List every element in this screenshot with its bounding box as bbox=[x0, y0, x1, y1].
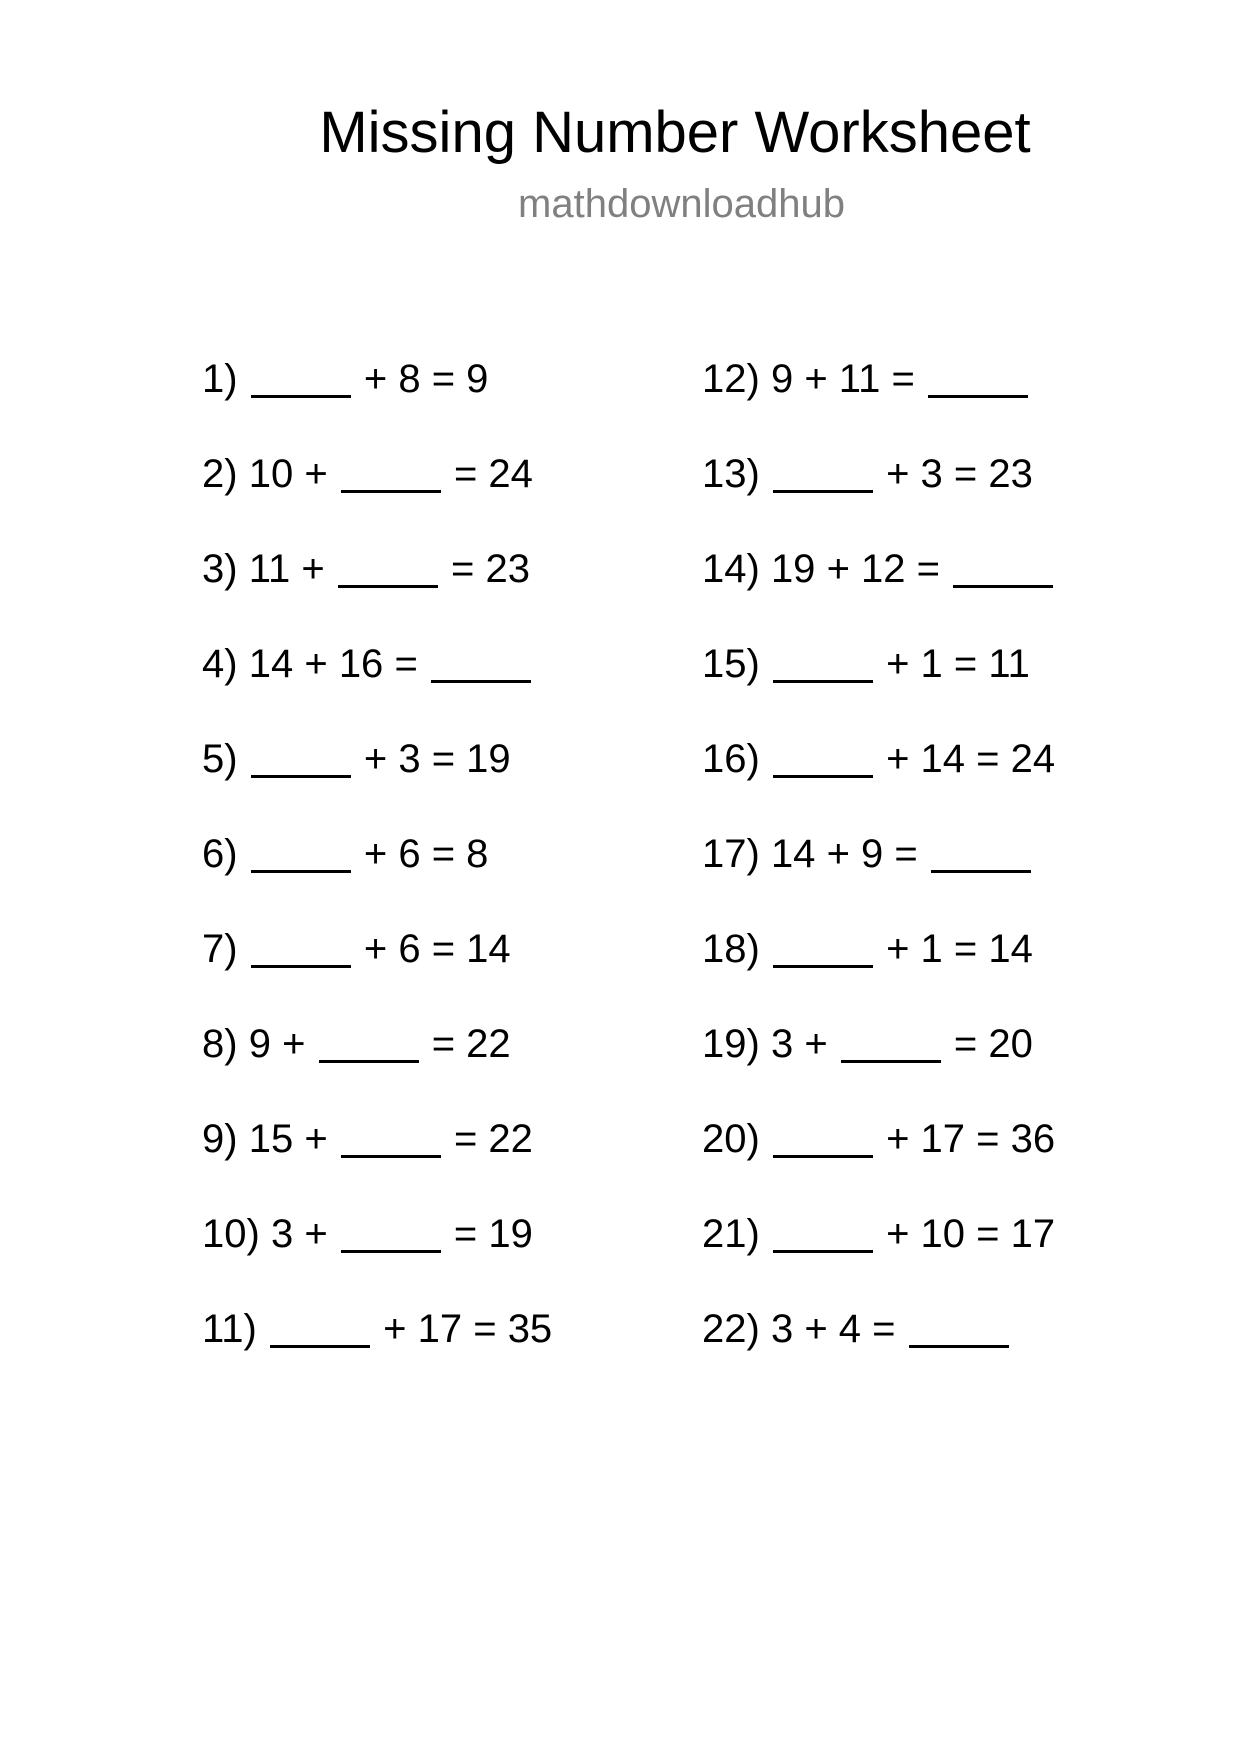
equals-sign: = bbox=[431, 1022, 456, 1066]
problem-item bbox=[202, 356, 488, 402]
sum-result: 17 bbox=[1010, 1212, 1056, 1256]
answer-blank[interactable] bbox=[251, 773, 351, 778]
equals-sign: = bbox=[953, 927, 978, 971]
sum-result: 11 bbox=[988, 642, 1030, 686]
problem-number: 17) bbox=[702, 832, 760, 876]
problem-number: 20) bbox=[702, 1117, 760, 1161]
problem-number: 22) bbox=[702, 1307, 760, 1351]
second-addend: 17 bbox=[920, 1117, 966, 1161]
second-addend: 12 bbox=[861, 547, 906, 591]
answer-blank[interactable] bbox=[251, 393, 351, 398]
equals-sign: = bbox=[976, 1117, 1000, 1161]
plus-sign: + bbox=[304, 1117, 328, 1161]
plus-sign: + bbox=[804, 1022, 828, 1066]
problem-item bbox=[202, 641, 533, 687]
worksheet-subtitle: mathdownloadhub bbox=[518, 182, 845, 226]
plus-sign: + bbox=[886, 927, 910, 971]
plus-sign: + bbox=[886, 737, 910, 781]
equals-sign: = bbox=[891, 357, 915, 401]
problem-number: 8) bbox=[202, 1022, 238, 1066]
equals-sign: = bbox=[453, 452, 478, 496]
sum-result: 20 bbox=[988, 1022, 1033, 1066]
plus-sign: + bbox=[304, 1212, 328, 1256]
second-addend: 6 bbox=[398, 927, 421, 971]
problem-number: 14) bbox=[702, 547, 760, 591]
sum-result: 23 bbox=[988, 452, 1033, 496]
second-addend: 17 bbox=[417, 1307, 463, 1351]
equals-sign: = bbox=[916, 547, 941, 591]
equals-sign: = bbox=[431, 927, 456, 971]
problem-item bbox=[202, 736, 511, 782]
answer-blank[interactable] bbox=[341, 1153, 441, 1158]
problem-number: 19) bbox=[702, 1022, 760, 1066]
problem-item bbox=[702, 641, 1030, 687]
first-addend: 3 bbox=[770, 1022, 794, 1066]
problem-number: 16) bbox=[702, 737, 760, 781]
problem-number: 10) bbox=[202, 1212, 260, 1256]
first-addend: 10 bbox=[248, 452, 294, 496]
problem-item bbox=[702, 736, 1055, 782]
plus-sign: + bbox=[301, 547, 325, 591]
problem-number: 7) bbox=[202, 927, 238, 971]
problem-number: 18) bbox=[702, 927, 760, 971]
sum-result: 35 bbox=[507, 1307, 553, 1351]
answer-blank[interactable] bbox=[341, 488, 441, 493]
problem-item bbox=[202, 831, 488, 877]
problem-number: 9) bbox=[202, 1117, 238, 1161]
problem-item bbox=[202, 1306, 552, 1352]
answer-blank[interactable] bbox=[773, 1248, 873, 1253]
second-addend: 16 bbox=[338, 642, 384, 686]
plus-sign: + bbox=[363, 927, 388, 971]
equals-sign: = bbox=[953, 452, 978, 496]
first-addend: 14 bbox=[248, 642, 294, 686]
second-addend: 3 bbox=[920, 452, 943, 496]
sum-result: 9 bbox=[466, 357, 489, 401]
sum-result: 24 bbox=[1010, 737, 1056, 781]
problem-item bbox=[702, 1306, 1011, 1352]
worksheet-title: Missing Number Worksheet bbox=[319, 100, 1031, 165]
problem-item bbox=[702, 546, 1055, 592]
sum-result: 22 bbox=[488, 1117, 533, 1161]
first-addend: 9 bbox=[248, 1022, 271, 1066]
plus-sign: + bbox=[304, 452, 328, 496]
answer-blank[interactable] bbox=[909, 1343, 1009, 1348]
sum-result: 23 bbox=[485, 547, 530, 591]
first-addend: 15 bbox=[248, 1117, 294, 1161]
sum-result: 14 bbox=[988, 927, 1033, 971]
plus-sign: + bbox=[886, 642, 910, 686]
second-addend: 3 bbox=[398, 737, 421, 781]
second-addend: 6 bbox=[398, 832, 421, 876]
sum-result: 19 bbox=[488, 1212, 533, 1256]
answer-blank[interactable] bbox=[773, 773, 873, 778]
sum-result: 24 bbox=[488, 452, 533, 496]
sum-result: 14 bbox=[466, 927, 511, 971]
plus-sign: + bbox=[886, 1212, 910, 1256]
sum-result: 36 bbox=[1010, 1117, 1056, 1161]
second-addend: 9 bbox=[861, 832, 884, 876]
problem-number: 11) bbox=[202, 1307, 257, 1351]
answer-blank[interactable] bbox=[841, 1058, 941, 1063]
plus-sign: + bbox=[304, 642, 328, 686]
sum-result: 19 bbox=[466, 737, 511, 781]
answer-blank[interactable] bbox=[270, 1343, 370, 1348]
equals-sign: = bbox=[453, 1117, 478, 1161]
answer-blank[interactable] bbox=[773, 488, 873, 493]
equals-sign: = bbox=[431, 737, 456, 781]
sum-result: 22 bbox=[466, 1022, 511, 1066]
problem-item bbox=[702, 926, 1033, 972]
problem-item bbox=[202, 1021, 511, 1067]
second-addend: 10 bbox=[920, 1212, 966, 1256]
equals-sign: = bbox=[473, 1307, 497, 1351]
problem-item bbox=[702, 356, 1030, 402]
equals-sign: = bbox=[953, 642, 978, 686]
problem-number: 5) bbox=[202, 737, 238, 781]
problem-item bbox=[702, 1116, 1055, 1162]
problem-item bbox=[702, 1211, 1055, 1257]
second-addend: 14 bbox=[920, 737, 966, 781]
equals-sign: = bbox=[453, 1212, 478, 1256]
plus-sign: + bbox=[804, 1307, 828, 1351]
equals-sign: = bbox=[450, 547, 475, 591]
plus-sign: + bbox=[383, 1307, 407, 1351]
problem-item bbox=[202, 1211, 533, 1257]
equals-sign: = bbox=[431, 357, 456, 401]
problem-item bbox=[202, 451, 533, 497]
first-addend: 19 bbox=[770, 547, 816, 591]
first-addend: 11 bbox=[248, 547, 291, 591]
problem-number: 21) bbox=[702, 1212, 760, 1256]
problem-item bbox=[702, 1021, 1033, 1067]
answer-blank[interactable] bbox=[931, 868, 1031, 873]
plus-sign: + bbox=[826, 832, 850, 876]
problem-item bbox=[702, 831, 1033, 877]
plus-sign: + bbox=[363, 737, 388, 781]
plus-sign: + bbox=[363, 832, 388, 876]
equals-sign: = bbox=[431, 832, 456, 876]
second-addend: 1 bbox=[920, 927, 943, 971]
equals-sign: = bbox=[894, 832, 918, 876]
answer-blank[interactable] bbox=[338, 583, 438, 588]
second-addend: 4 bbox=[838, 1307, 862, 1351]
plus-sign: + bbox=[282, 1022, 306, 1066]
problem-number: 4) bbox=[202, 642, 238, 686]
second-addend: 1 bbox=[920, 642, 943, 686]
first-addend: 3 bbox=[770, 1307, 794, 1351]
equals-sign: = bbox=[976, 1212, 1000, 1256]
plus-sign: + bbox=[886, 1117, 910, 1161]
problem-number: 13) bbox=[702, 452, 760, 496]
problem-item bbox=[202, 1116, 533, 1162]
problem-number: 6) bbox=[202, 832, 238, 876]
problem-number: 1) bbox=[202, 357, 238, 401]
answer-blank[interactable] bbox=[319, 1058, 419, 1063]
sum-result: 8 bbox=[466, 832, 489, 876]
first-addend: 3 bbox=[270, 1212, 294, 1256]
plus-sign: + bbox=[886, 452, 910, 496]
problem-number: 2) bbox=[202, 452, 238, 496]
equals-sign: = bbox=[976, 737, 1000, 781]
plus-sign: + bbox=[826, 547, 850, 591]
plus-sign: + bbox=[804, 357, 828, 401]
second-addend: 11 bbox=[838, 357, 881, 401]
problem-number: 3) bbox=[202, 547, 238, 591]
answer-blank[interactable] bbox=[341, 1248, 441, 1253]
answer-blank[interactable] bbox=[773, 678, 873, 683]
second-addend: 8 bbox=[398, 357, 421, 401]
problem-item bbox=[202, 926, 511, 972]
answer-blank[interactable] bbox=[773, 963, 873, 968]
answer-blank[interactable] bbox=[953, 583, 1053, 588]
answer-blank[interactable] bbox=[251, 963, 351, 968]
answer-blank[interactable] bbox=[928, 393, 1028, 398]
plus-sign: + bbox=[363, 357, 388, 401]
equals-sign: = bbox=[953, 1022, 978, 1066]
problem-item bbox=[202, 546, 530, 592]
problem-item bbox=[702, 451, 1033, 497]
problem-number: 15) bbox=[702, 642, 760, 686]
equals-sign: = bbox=[872, 1307, 896, 1351]
first-addend: 9 bbox=[770, 357, 794, 401]
problem-number: 12) bbox=[702, 357, 760, 401]
answer-blank[interactable] bbox=[251, 868, 351, 873]
equals-sign: = bbox=[394, 642, 418, 686]
answer-blank[interactable] bbox=[773, 1153, 873, 1158]
first-addend: 14 bbox=[770, 832, 816, 876]
answer-blank[interactable] bbox=[431, 678, 531, 683]
